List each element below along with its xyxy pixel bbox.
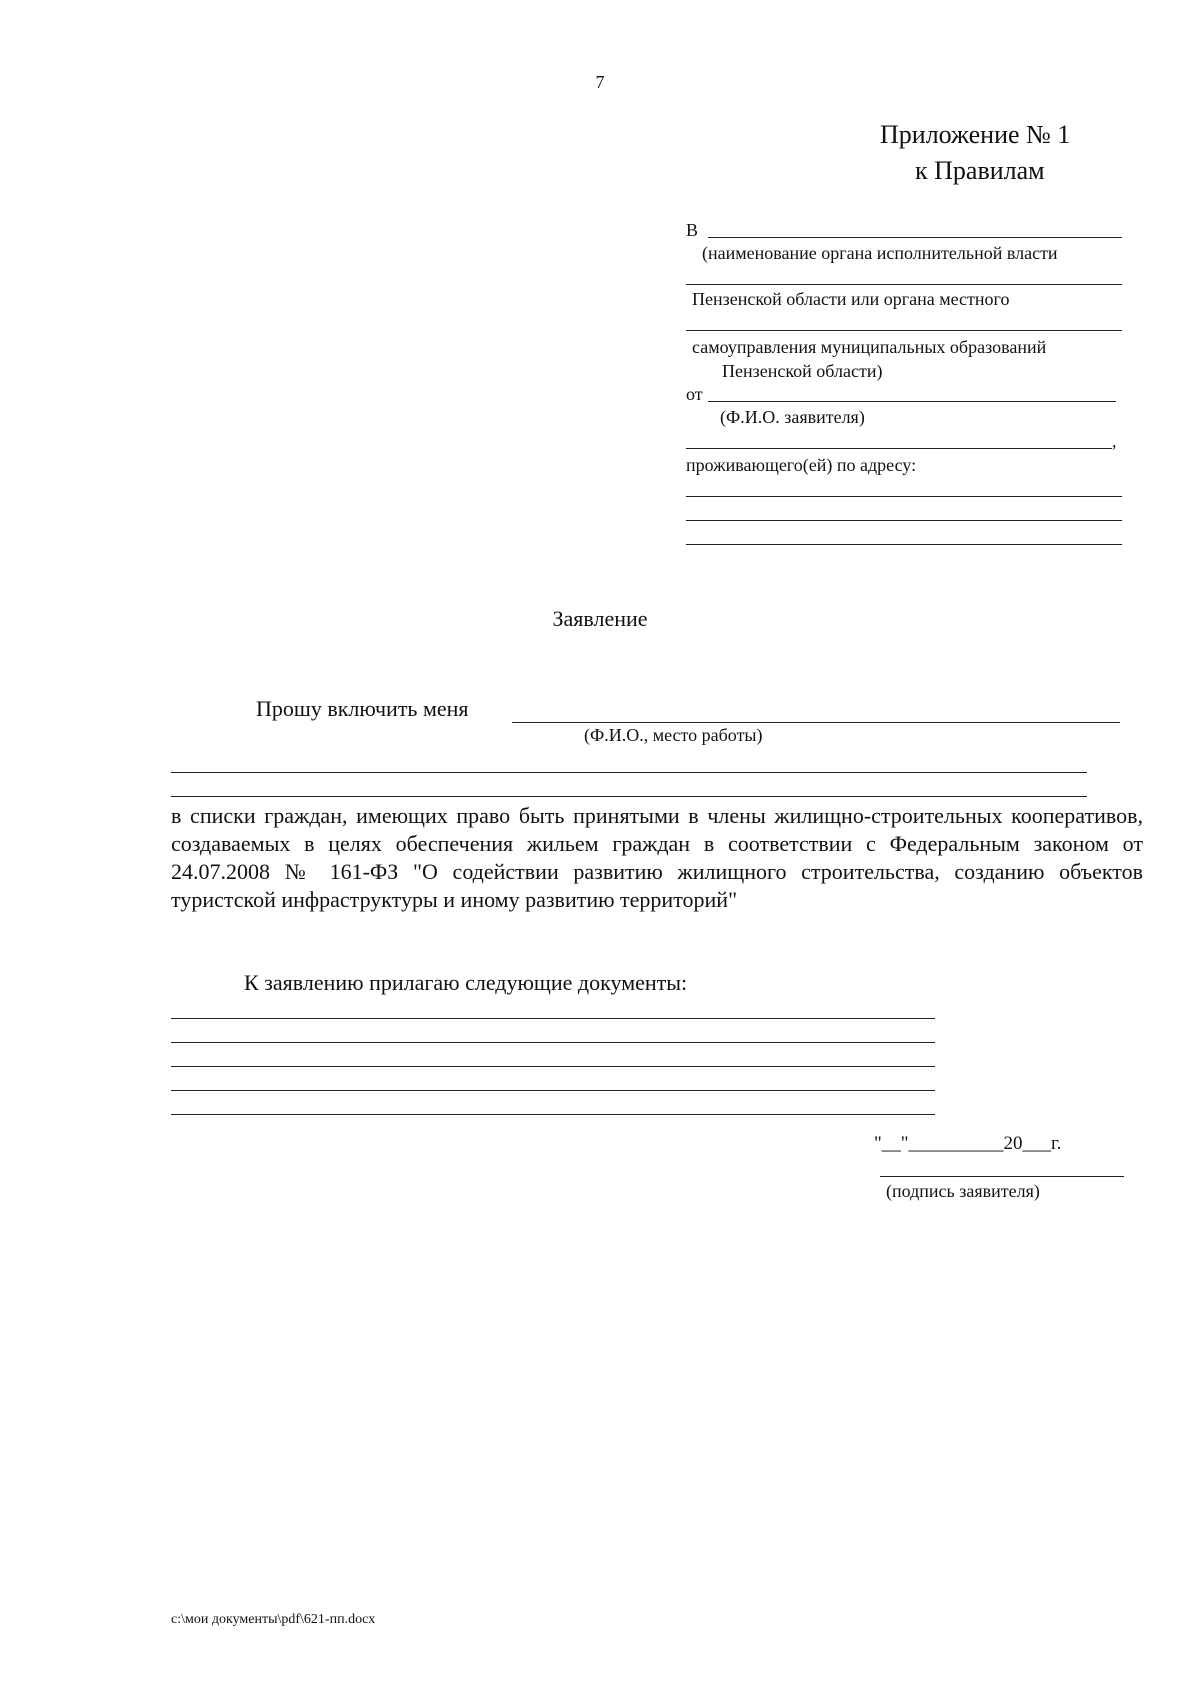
page-number: 7 — [595, 72, 605, 92]
signature-caption: (подпись заявителя) — [886, 1181, 1040, 1201]
attachment-fill-line-1[interactable] — [171, 1018, 935, 1019]
from-prefix: от — [686, 384, 703, 404]
fio-work-fill-line-2[interactable] — [171, 796, 1087, 797]
authority-fill-line-2[interactable] — [686, 284, 1122, 285]
signature-fill-line[interactable] — [880, 1176, 1124, 1177]
fio-work-caption: (Ф.И.О., место работы) — [584, 725, 763, 745]
applicant-fill-line-2[interactable] — [686, 448, 1112, 449]
request-text: Прошу включить меня — [256, 696, 469, 721]
residence-label: проживающего(ей) по адресу: — [686, 455, 917, 475]
applicant-fill-line-1[interactable] — [708, 401, 1116, 402]
attachment-fill-line-3[interactable] — [171, 1066, 935, 1067]
authority-caption-4: Пензенской области) — [722, 361, 883, 381]
address-fill-line-1[interactable] — [686, 496, 1122, 497]
statement-body: в списки граждан, имеющих право быть принятыми в члены жилищно-строительных кооперативов, создаваемых в целях обеспечения жильем граждан в соответствии с Федеральным законом от 24.07.2008 № 161-ФЗ "О содействии развитию жилищного строительства, созданию объектов туристской инфраструктуры и иному развитию территорий" — [171, 803, 1143, 912]
attachment-fill-line-2[interactable] — [171, 1042, 935, 1043]
appendix-title: Приложение № 1 — [880, 120, 1071, 149]
statement-title: Заявление — [552, 606, 648, 631]
appendix-subtitle: к Правилам — [915, 156, 1045, 185]
date-line: "__"__________20___г. — [874, 1133, 1062, 1154]
attachment-fill-line-4[interactable] — [171, 1090, 935, 1091]
fio-work-fill-line-1[interactable] — [171, 772, 1087, 773]
address-fill-line-2[interactable] — [686, 520, 1122, 521]
footer-file-path: c:\мои документы\pdf\621-пп.docx — [171, 1612, 376, 1627]
attachments-heading: К заявлению прилагаю следующие документы: — [244, 970, 688, 995]
request-fill-line[interactable] — [512, 722, 1120, 723]
applicant-comma: , — [1112, 431, 1117, 451]
authority-fill-line-3[interactable] — [686, 330, 1122, 331]
authority-caption-3: самоуправления муниципальных образований — [692, 337, 1047, 357]
address-fill-line-3[interactable] — [686, 544, 1122, 545]
authority-caption-2: Пензенской области или органа местного — [692, 289, 1010, 309]
to-prefix: В — [686, 220, 699, 240]
attachment-fill-line-5[interactable] — [171, 1114, 935, 1115]
authority-caption-1: (наименование органа исполнительной власти — [702, 243, 1058, 263]
applicant-caption: (Ф.И.О. заявителя) — [720, 407, 865, 427]
authority-fill-line-1[interactable] — [708, 237, 1122, 238]
